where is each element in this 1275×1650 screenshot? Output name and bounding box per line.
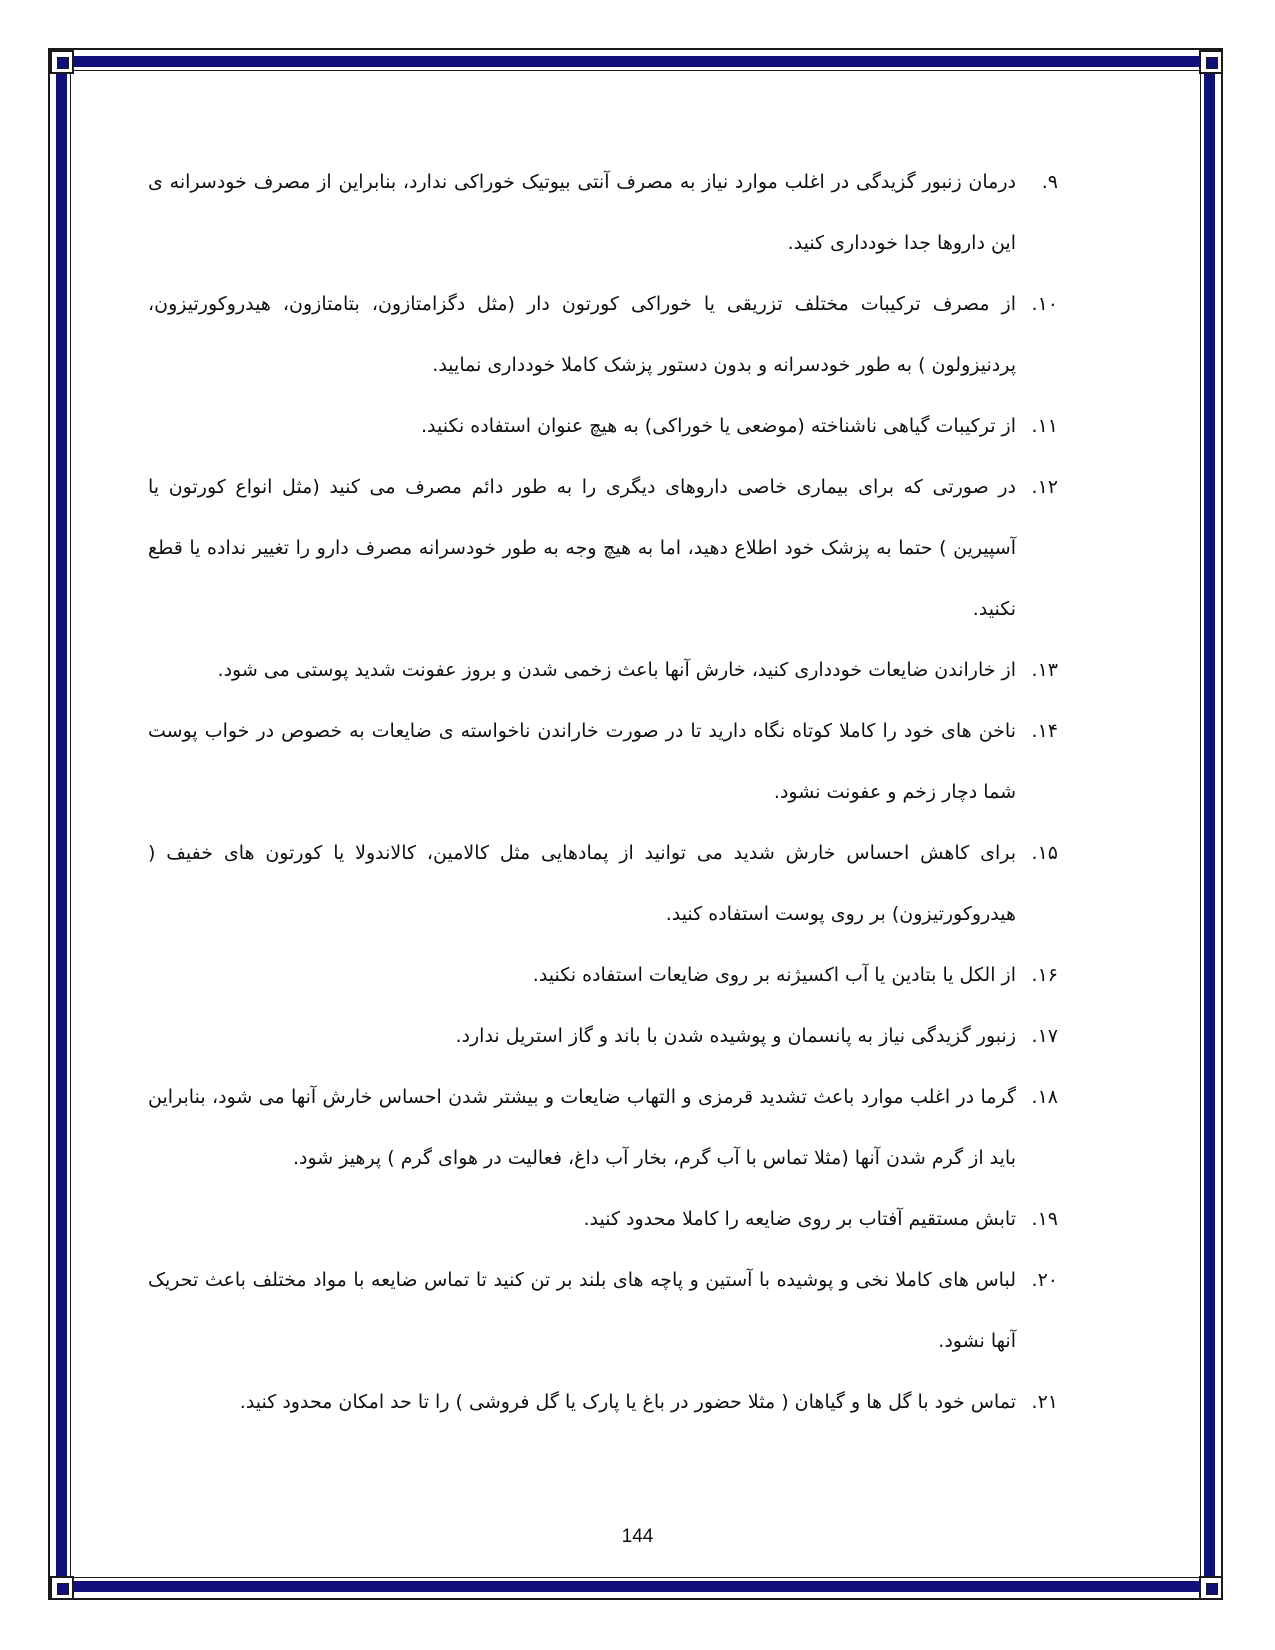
item-text: ناخن های خود را کاملا کوتاه نگاه دارید تا در صورت خاراندن ناخواسته ی ضایعات به خصوص در خواب پوست شما دچار زخم و عفونت نشود. bbox=[148, 720, 1016, 803]
item-number: ۱۴. bbox=[1031, 720, 1058, 742]
item-text: درمان زنبور گزیدگی در اغلب موارد نیاز به مصرف آنتی بیوتیک خوراکی ندارد، بنابراین از مصرف خودسرانه ی این داروها جدا خودداری کنید. bbox=[148, 171, 1016, 254]
corner-ornament-bottom-left bbox=[50, 1576, 74, 1600]
numbered-list bbox=[148, 152, 1058, 1433]
corner-ornament-top-right bbox=[1199, 50, 1223, 74]
item-text: زنبور گزیدگی نیاز به پانسمان و پوشیده شدن با باند و گاز استریل ندارد. bbox=[455, 1025, 1016, 1047]
item-text: در صورتی که برای بیماری خاصی داروهای دیگری را به طور دائم مصرف می کنید (مثل انواع کورتون یا آسپیرین ) حتما به پزشک خود اطلاع دهید، اما به هیچ وجه به طور خودسرانه مصرف دارو را تغییر نداده یا قطع نکنید. bbox=[148, 476, 1016, 620]
item-text: تماس خود با گل ها و گیاهان ( مثلا حضور در باغ یا پارک یا گل فروشی ) را تا حد امکان محدود کنید. bbox=[239, 1391, 1016, 1413]
list-item-21 bbox=[148, 1372, 1058, 1433]
corner-ornament-top-left bbox=[50, 50, 74, 74]
item-text: از ترکیبات گیاهی ناشناخته (موضعی یا خوراکی) به هیچ عنوان استفاده نکنید. bbox=[420, 415, 1016, 437]
item-text: برای کاهش احساس خارش شدید می توانید از پمادهایی مثل کالامین، کالاندولا یا کورتون های خفیف ( هیدروکورتیزون) بر روی پوست استفاده کنید. bbox=[148, 842, 1016, 925]
item-number: ۱۸. bbox=[1031, 1086, 1058, 1108]
item-number: ۱۳. bbox=[1031, 659, 1058, 681]
item-text: تابش مستقیم آفتاب بر روی ضایعه را کاملا محدود کنید. bbox=[583, 1208, 1016, 1230]
item-number: ۱۷. bbox=[1031, 1025, 1058, 1047]
item-number: ۱۵. bbox=[1031, 842, 1058, 864]
item-number: ۱۲. bbox=[1031, 476, 1058, 498]
item-number: ۱۹. bbox=[1031, 1208, 1058, 1230]
list-item-18 bbox=[148, 1067, 1058, 1189]
list-item-14 bbox=[148, 701, 1058, 823]
list-item-11 bbox=[148, 396, 1058, 457]
item-number: ۱۶. bbox=[1031, 964, 1058, 986]
list-item-10 bbox=[148, 274, 1058, 396]
list-item-15 bbox=[148, 823, 1058, 945]
item-text: از مصرف ترکیبات مختلف تزریقی یا خوراکی کورتون دار (مثل دگزامتازون، بتامتازون، هیدروکورتیزون، پردنیزولون ) به طور خودسرانه و بدون دستور پزشک کاملا خودداری نمایید. bbox=[148, 293, 1016, 376]
list-item-9 bbox=[148, 152, 1058, 274]
list-item-17 bbox=[148, 1006, 1058, 1067]
item-number: ۲۱. bbox=[1031, 1391, 1058, 1413]
corner-ornament-bottom-right bbox=[1199, 1576, 1223, 1600]
list-item-20 bbox=[148, 1250, 1058, 1372]
item-number: ۲۰. bbox=[1031, 1269, 1058, 1291]
list-item-16 bbox=[148, 945, 1058, 1006]
page-number: 144 bbox=[621, 1526, 654, 1547]
item-number: ۱۰. bbox=[1031, 293, 1058, 315]
list-item-19 bbox=[148, 1189, 1058, 1250]
item-text: از خاراندن ضایعات خودداری کنید، خارش آنها باعث زخمی شدن و بروز عفونت شدید پوستی می شود. bbox=[217, 659, 1016, 681]
item-number: ۹. bbox=[1041, 171, 1058, 193]
item-number: ۱۱. bbox=[1031, 415, 1058, 437]
list-item-13 bbox=[148, 640, 1058, 701]
item-text: از الکل یا بتادین یا آب اکسیژنه بر روی ضایعات استفاده نکنید. bbox=[532, 964, 1016, 986]
item-text: لباس های کاملا نخی و پوشیده با آستین و پاچه های بلند بر تن کنید تا تماس ضایعه با مواد مختلف باعث تحریک آنها نشود. bbox=[148, 1269, 1016, 1352]
item-text: گرما در اغلب موارد باعث تشدید قرمزی و التهاب ضایعات و بیشتر شدن احساس خارش آنها می شود، بنابراین باید از گرم شدن آنها (مثلا تماس با آب گرم، بخار آب داغ، فعالیت در هوای گرم ) پرهیز شود. bbox=[148, 1086, 1016, 1169]
list-item-12 bbox=[148, 457, 1058, 640]
